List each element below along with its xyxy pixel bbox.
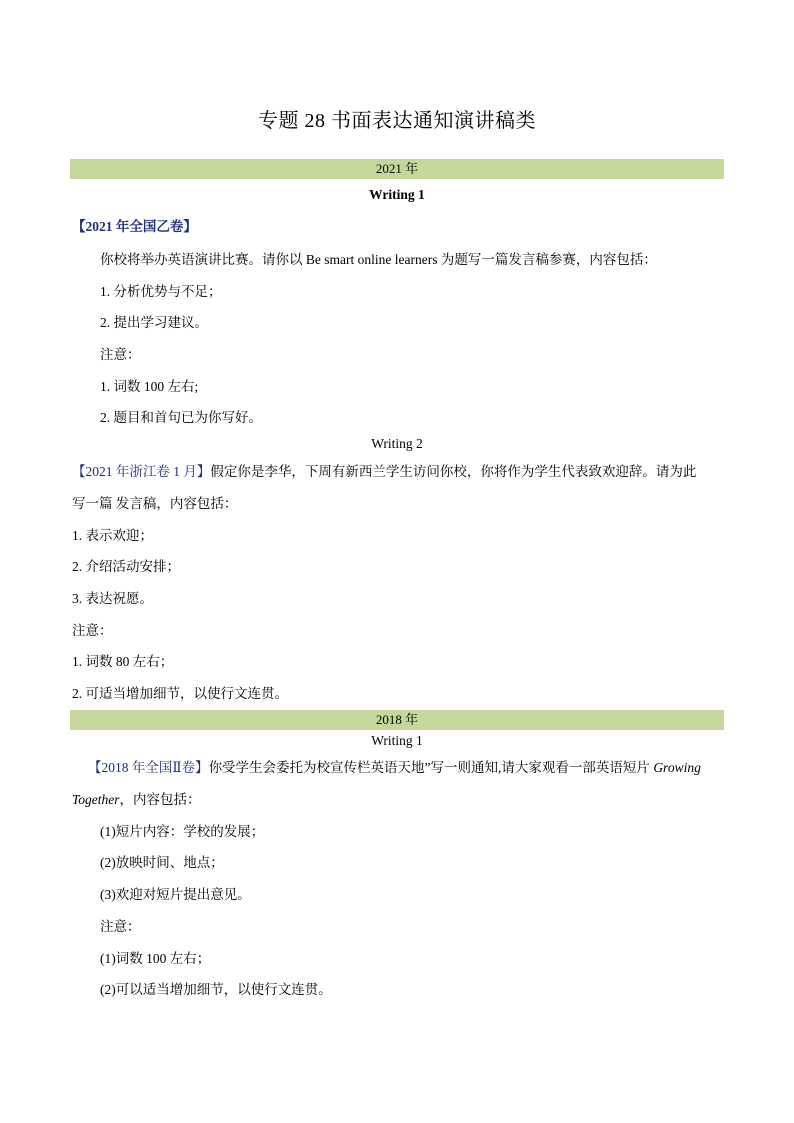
content-item: 2. 介绍活动安排； <box>72 559 180 574</box>
year-band-2021: 2021 年 <box>70 159 724 179</box>
content-item: 1. 表示欢迎； <box>72 528 153 543</box>
film-title-part: Growing <box>653 760 701 775</box>
content-item: (2)放映时间、地点； <box>100 855 224 870</box>
note-label: 注意： <box>100 347 141 362</box>
note-item: 1. 词数 80 左右； <box>72 654 174 669</box>
question-prompt: ，内容包括： <box>119 792 201 807</box>
question-prompt: 假定你是李华，下周有新西兰学生访问你校，你将作为学生代表致欢迎辞。请为此 <box>210 464 697 479</box>
page-title: 专题 28 书面表达通知演讲稿类 <box>258 110 536 132</box>
question-source: 【2021 年全国乙卷】 <box>72 219 197 234</box>
year-band-2018: 2018 年 <box>70 710 724 730</box>
question-source: 【2021 年浙江卷 1 月】 <box>72 464 211 479</box>
content-item: 1. 分析优势与不足； <box>100 284 222 299</box>
content-item: 2. 提出学习建议。 <box>100 315 208 330</box>
note-label: 注意： <box>100 919 141 934</box>
note-item: 1. 词数 100 左右; <box>100 379 199 394</box>
writing-heading: Writing 1 <box>371 733 423 748</box>
question-prompt-line <box>72 462 696 482</box>
question-prompt-line <box>88 758 701 778</box>
writing-heading: Writing 2 <box>371 436 423 451</box>
question-source: 【2018 年全国Ⅱ卷】 <box>88 760 209 775</box>
writing-heading: Writing 1 <box>369 187 425 202</box>
content-item: (1)短片内容：学校的发展； <box>100 824 265 839</box>
note-item: 2. 题目和首句已为你写好。 <box>100 410 262 425</box>
question-prompt-cont <box>72 790 201 810</box>
question-prompt: 你校将举办英语演讲比赛。请你以 Be smart online learners 为题写一篇发言稿参赛，内容包括： <box>100 252 657 267</box>
question-prompt-cont: 写一篇 发言稿，内容包括： <box>72 496 238 511</box>
content-item: (3)欢迎对短片提出意见。 <box>100 887 251 902</box>
note-item: 2. 可适当增加细节，以使行文连贯。 <box>72 686 288 701</box>
question-prompt: 你受学生会委托为校宣传栏英语天地”写一则通知,请大家观看一部英语短片 <box>208 760 654 775</box>
note-label: 注意： <box>72 623 113 638</box>
note-item: (2)可以适当增加细节，以使行文连贯。 <box>100 982 332 997</box>
note-item: (1)词数 100 左右； <box>100 951 211 966</box>
content-item: 3. 表达祝愿。 <box>72 591 153 606</box>
film-title-part: Together <box>72 792 120 807</box>
